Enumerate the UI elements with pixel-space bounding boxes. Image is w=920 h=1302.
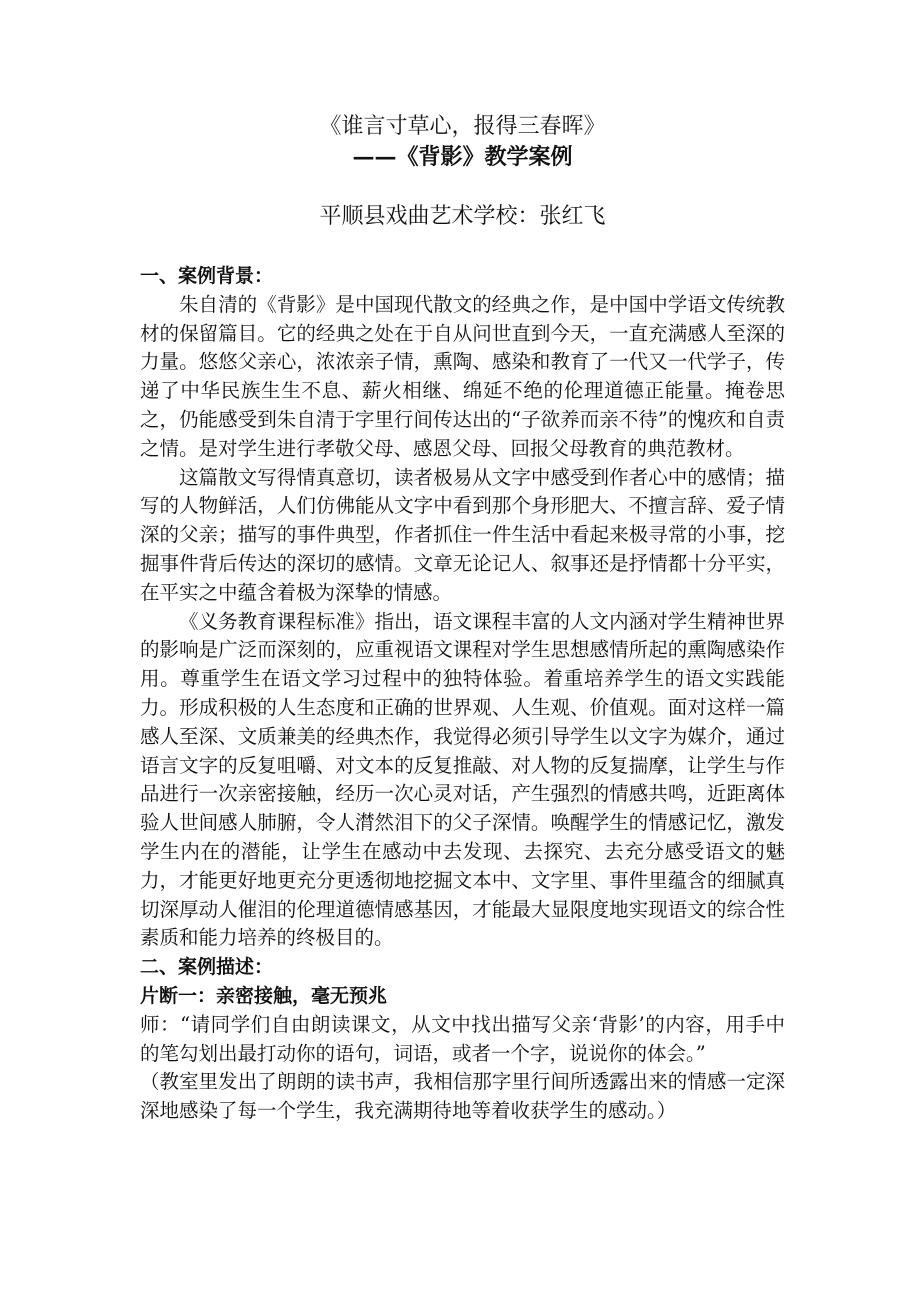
classroom-note: （教室里发出了朗朗的读书声，我相信那字里行间所透露出来的情感一定深深地感染了每一个学生，我充满期待地等着收获学生的感动。）: [140, 1070, 785, 1123]
document-subtitle: ——《背影》教学案例: [352, 144, 573, 170]
section-heading-background: 一、案例背景：: [140, 265, 274, 287]
section-heading-description: 二、案例描述：: [140, 956, 274, 979]
paragraph-background-1: 朱自清的《背影》是中国现代散文的经典之作，是中国中学语文传统教材的保留篇目。它的经典之处在于自从问世直到今天，一直充满感人至深的力量。悠悠父亲心，浓浓亲子情，熏陶、感染和教育了一代又一代学子，传递了中华民族生生不息、薪火相继、绵延不绝的伦理道德正能量。掩卷思之，仍能感受到朱自清于字里行间传达出的“子欲养而亲不待”的愧疚和自责之情。是对学生进行孝敬父母、感恩父母、回报父母教育的典范教材。: [140, 292, 785, 460]
document-page: [140, 112, 785, 1126]
fragment-heading-1: 片断一：亲密接触，毫无预兆: [140, 984, 388, 1007]
document-title: 《谁言寸草心，报得三春晖》: [319, 114, 606, 139]
paragraph-background-3: 《义务教育课程标准》指出，语文课程丰富的人文内涵对学生精神世界的影响是广泛而深刻的，应重视语文课程对学生思想感情所起的熏陶感染作用。尊重学生在语文学习过程中的独特体验。着重培养学生的语文实践能力。形成积极的人生态度和正确的世界观、人生观、价值观。面对这样一篇感人至深、文质兼美的经典杰作，我觉得必须引导学生以文字为媒介，通过语言文字的反复咀嚼、对文本的反复推敲、对人物的反复揣摩，让学生与作品进行一次亲密接触，经历一次心灵对话，产生强烈的情感共鸣，近距离体验人世间感人肺腑，令人潸然泪下的父子深情。唤醒学生的情感记忆，激发学生内在的潜能，让学生在感动中去发现、去探究、去充分感受语文的魅力，才能更好地更充分更透彻地挖掘文本中、文字里、事件里蕴含的细腻真切深厚动人催泪的伦理道德情感基因，才能最大显限度地实现语文的综合性素质和能力培养的终极目的。: [140, 609, 785, 950]
document-author: 平顺县戏曲艺术学校：张红飞: [319, 204, 606, 229]
paragraph-background-2: 这篇散文写得情真意切，读者极易从文字中感受到作者心中的感情；描写的人物鲜活，人们仿佛能从文字中看到那个身形肥大、不擅言辞、爱子情深的父亲；描写的事件典型，作者抓住一件生活中看起来极寻常的小事，挖掘事件背后传达的深切的感情。文章无论记人、叙事还是抒情都十分平实，在平实之中蕴含着极为深挚的情感。: [140, 465, 785, 604]
teacher-line: 师：“请同学们自由朗读课文，从文中找出描写父亲‘背影’的内容，用手中的笔勾划出最打动你的语句，词语，或者一个字，说说你的体会。”: [140, 1012, 785, 1065]
